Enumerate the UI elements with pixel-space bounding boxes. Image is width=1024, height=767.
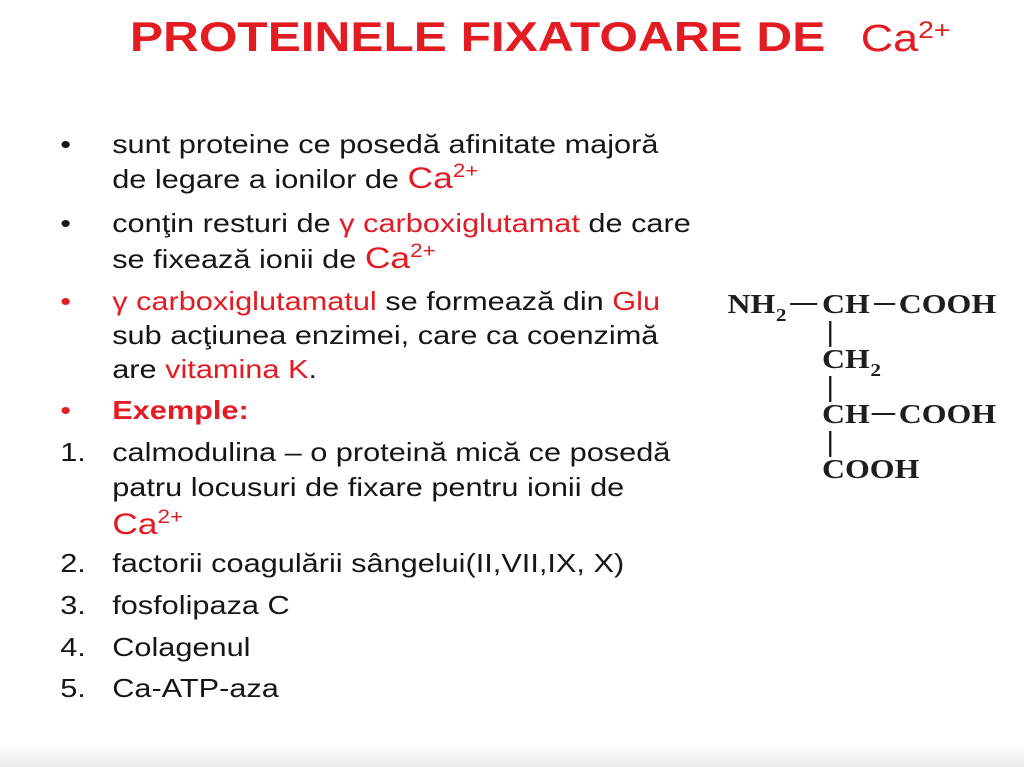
chemical-structure [709,270,1004,500]
list-text: Ca-ATP-aza [112,673,279,703]
list-line [112,588,290,623]
bullet-text: de care [579,208,691,238]
bullet-line [112,352,317,387]
calcium-ion: Ca [364,242,411,275]
bullet-marker: • [60,286,71,316]
bullet-line [112,127,658,162]
list-text: Colagenul [112,632,251,662]
amine-group: NH [727,290,776,320]
list-line [112,508,183,543]
list-number: 2. [60,548,86,578]
bullet-line [112,162,478,197]
carboxyl-group: COOH [898,290,997,320]
bullet-text: de legare a ionilor de [112,164,408,194]
bullet-text: sub acţiunea enzimei, care ca coenzimă [112,320,659,350]
list-line [112,671,279,706]
bullet-line [112,242,436,277]
ion-charge: 2+ [452,161,479,182]
bullet-text: sunt proteine ce posedă afinitate majoră [112,129,659,159]
ion-charge: 2+ [157,507,184,528]
examples-heading: Exemple: [112,395,249,425]
bullet-text: se fixează ionii de [112,244,365,274]
list-line [112,546,624,581]
calcium-ion: Ca [860,18,919,60]
list-text: patru locusuri de fixare pentru ionii de [112,472,625,502]
slide-title [130,14,951,60]
alpha-carbon: CH [821,290,870,320]
list-line [112,470,624,505]
list-number: 3. [60,590,86,620]
bullet-line [112,206,691,241]
bullet-line [112,393,249,428]
title-text: PROTEINELE FIXATOARE DE [129,13,826,60]
bullet-text: se formează din [376,286,613,316]
list-text: calmodulina – o proteină mică ce posedă [112,437,671,467]
list-number: 1. [60,437,86,467]
highlighted-term: vitamina K [165,354,309,384]
highlighted-term: Glu [612,286,661,316]
list-text: fosfolipaza C [112,590,290,620]
methylene-subscript: 2 [870,360,882,381]
bullet-marker: • [60,395,71,425]
bullet-marker: • [60,129,71,159]
bullet-marker: • [60,208,71,238]
list-text: factorii coagulării sângelui(II,VII,IX, X) [112,548,625,578]
bullet-line [112,318,658,353]
ion-charge: 2+ [410,241,436,262]
methylene-group: CH [821,345,870,375]
ion-charge: 2+ [918,17,951,44]
amine-subscript: 2 [775,305,787,326]
bullet-line [112,284,660,319]
highlighted-term: γ carboxiglutamatul [112,286,377,316]
bullet-text: conţin resturi de [112,208,340,238]
list-line [112,630,250,665]
highlighted-term: γ carboxiglutamat [339,208,580,238]
list-number: 5. [60,673,86,703]
bullet-text: are [112,354,166,384]
bullet-text: . [308,354,318,384]
calcium-ion: Ca [407,162,453,195]
carboxyl-group: COOH [821,455,920,485]
gamma-carbon: CH [821,400,870,430]
list-number: 4. [60,632,86,662]
carboxyl-group: COOH [898,400,997,430]
list-line [112,435,670,470]
calcium-ion: Ca [112,508,158,541]
